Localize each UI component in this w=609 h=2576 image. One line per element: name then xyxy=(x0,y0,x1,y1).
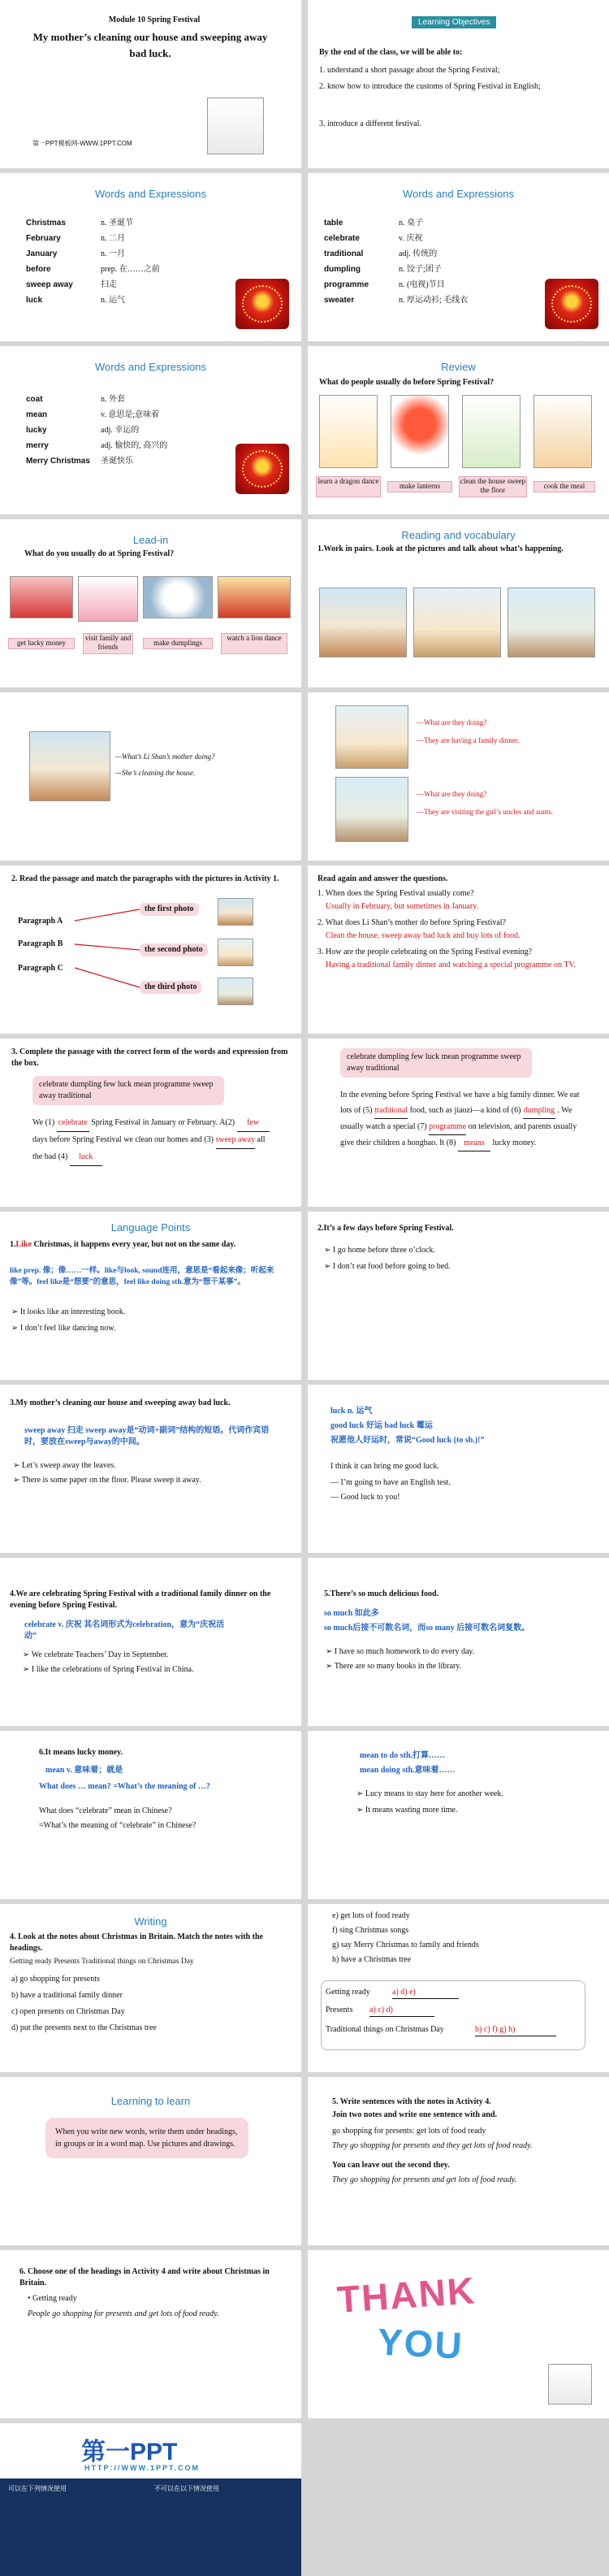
objective-3: 3. introduce a different festival. xyxy=(319,119,421,128)
meaning: 圣诞快乐 xyxy=(101,457,133,466)
text: food, such as jiaozi—a kind of (6) xyxy=(409,1106,521,1115)
festival-image xyxy=(235,279,289,329)
lion-dance-image xyxy=(218,576,291,618)
question-2: 2. What does Li Shan’s mother do before Spring Festival? xyxy=(317,918,506,927)
section-title: Lead-in xyxy=(132,534,169,546)
answer-3: Having a traditional family dinner and watching a special programme on TV. xyxy=(326,961,576,969)
text: Lucy means to stay here for another week. xyxy=(365,1789,503,1798)
text: In the evening before Spring Festival we have a big family dinner. We eat lots of (5) xyxy=(340,1091,580,1115)
task-3: 3. Complete the passage with the correct form of the words and expression from the box. xyxy=(11,1047,288,1068)
text: We celebrate Teachers’ Day in September. xyxy=(31,1650,169,1659)
example-2: ➢ It means wasting more time. xyxy=(356,1806,458,1815)
meaning: prep. 在……之前 xyxy=(101,265,160,274)
blank-8: means xyxy=(458,1135,490,1151)
word-table xyxy=(23,215,163,308)
text: Spring Festival in January or February. A(2) xyxy=(91,1118,235,1127)
example-2: ➢ I like the celebrations of Spring Festival in China. xyxy=(23,1665,194,1674)
section-title: Words and Expressions xyxy=(94,361,207,373)
dinner-picture xyxy=(335,705,408,769)
word: table xyxy=(324,219,343,228)
task-4: 4. Look at the notes about Christmas in Britain. Match the notes with the headings. xyxy=(10,1932,263,1953)
lucky-money-image xyxy=(10,576,73,618)
task-5b: Join two notes and write one sentence with and. xyxy=(332,2110,498,2119)
example-1: ➢ We celebrate Teachers’ Day in September. xyxy=(23,1650,169,1659)
point-heading: 4.We are celebrating Spring Festival with a traditional family dinner on the evening before Spring Festival. xyxy=(10,1589,271,1610)
questions-title: Read again and answer the questions. xyxy=(317,874,448,883)
blank-3: sweep away xyxy=(216,1132,256,1149)
slide-complete-2 xyxy=(308,1039,609,1207)
tip-box: When you write new words, write them under headings, in groups or in a word map. Use pictures and drawings. xyxy=(45,2118,248,2158)
answer-2: Clean the house, sweep away bad luck and buy lots of food. xyxy=(326,931,520,940)
text: all the bad (4) xyxy=(32,1135,266,1161)
word: sweater xyxy=(324,296,355,305)
meaning: adj. 愉快的, 高兴的 xyxy=(101,441,168,450)
slide-language-4 xyxy=(308,1385,609,1553)
example-notes: go shopping for presents: get lots of food ready xyxy=(332,2127,486,2136)
thumb-3 xyxy=(218,978,253,1005)
text: lucky money. xyxy=(492,1138,537,1147)
text: I like the celebrations of Spring Festival in China. xyxy=(31,1665,194,1674)
blank-1: celebrate xyxy=(57,1115,89,1132)
section-title: Words and Expressions xyxy=(402,188,515,200)
task-1: 1.Work in pairs. Look at the pictures and talk about what’s happening. xyxy=(317,544,564,553)
slide-language-8 xyxy=(308,1731,609,1899)
task-2: 2. Read the passage and match the paragraphs with the pictures in Activity 1. xyxy=(11,874,279,883)
objectives-intro: By the end of the class, we will be able to: xyxy=(319,48,463,57)
passage-part-2 xyxy=(340,1087,592,1151)
section-title: Learning to learn xyxy=(110,2095,191,2107)
example-1: ➢ I have so much homework to do every day. xyxy=(326,1647,475,1656)
meaning: n. 桌子 xyxy=(399,219,423,228)
slide-sentences xyxy=(308,2077,609,2245)
word: dumpling xyxy=(324,265,361,274)
dragon-dance-image xyxy=(319,395,378,468)
slide-words-1 xyxy=(0,173,301,341)
cooking-image xyxy=(533,395,592,468)
cleaning-picture xyxy=(29,731,110,801)
example-3: — Good luck to you! xyxy=(330,1493,400,1502)
word: February xyxy=(26,234,61,243)
photo-label-1: the first photo xyxy=(140,903,199,916)
meaning: n. 外套 xyxy=(101,395,125,404)
passage-part-1 xyxy=(32,1115,276,1166)
blank-5: traditional xyxy=(374,1103,408,1119)
answer-key: Getting ready xyxy=(326,1988,370,1997)
text: We (1) xyxy=(32,1118,55,1127)
keyword: Like xyxy=(15,1240,32,1249)
headings: Getting ready Presents Traditional things on Christmas Day xyxy=(10,1958,194,1966)
note-f: f) sing Christmas songs xyxy=(332,1926,409,1935)
paragraph-c: Paragraph C xyxy=(18,964,63,973)
slide-words-2 xyxy=(308,173,609,341)
example-1: ➢ Lucy means to stay here for another week. xyxy=(356,1789,503,1798)
note-2: mean doing sth.意味着…… xyxy=(360,1766,456,1775)
caption: make lanterns xyxy=(387,481,452,492)
note-e: e) get lots of food ready xyxy=(332,1911,410,1920)
text: 1. xyxy=(10,1240,16,1249)
answer-value: b) c) f) g) h) xyxy=(475,2024,556,2036)
meaning: n. 饺子;团子 xyxy=(399,265,442,274)
example-1: ➢ Let’s sweep away the leaves. xyxy=(13,1461,116,1470)
answer-value: a) d) e) xyxy=(392,1987,459,1999)
point-note: like prep. 像；像……一样。like与look, sound连用，意思是“看起来像；听起来像”等。feel like是“想要”的意思，feel like doing sth.意为“想干某事”。 xyxy=(10,1267,274,1286)
caption: get lucky money xyxy=(8,638,75,649)
slide-picture-2 xyxy=(308,692,609,861)
answer-key: Traditional things on Christmas Day xyxy=(326,2025,444,2034)
text: There are so many books in the library. xyxy=(334,1662,462,1671)
module-label: Module 10 Spring Festival xyxy=(108,15,201,24)
brand-url: HTTP://WWW.1PPT.COM xyxy=(84,2464,200,2472)
text: I go home before three o’clock. xyxy=(332,1246,435,1255)
review-question: What do people usually do before Spring Festival? xyxy=(319,378,495,387)
note-1: luck n. 运气 xyxy=(330,1407,373,1416)
word: before xyxy=(26,265,51,274)
meaning: n. (电视)节目 xyxy=(399,280,445,289)
dinner-picture xyxy=(413,588,501,657)
objectives-badge: Learning Objectives xyxy=(412,16,496,28)
example-2: ➢ I don’t eat food before going to bed. xyxy=(324,1262,451,1271)
slide-language-1 xyxy=(0,1212,301,1380)
lantern-image xyxy=(391,395,449,468)
thank-text: THANK xyxy=(335,2269,477,2321)
text: days before Spring Festival we clean our homes and (3) xyxy=(32,1135,214,1144)
blank-6: dumpling xyxy=(523,1103,555,1119)
lesson-title: My mother’s cleaning our house and sweeping away bad luck. xyxy=(32,31,268,59)
thumb-1 xyxy=(218,898,253,926)
word: January xyxy=(26,249,58,258)
question-1: 1. When does the Spring Festival usually come? xyxy=(317,889,474,898)
word: programme xyxy=(324,280,369,289)
dumplings-image xyxy=(143,576,213,618)
meaning: v. 意思是;意味着 xyxy=(101,410,160,419)
example-2: =What’s the meaning of “celebrate” in Chinese? xyxy=(39,1821,197,1830)
slide-language-7 xyxy=(0,1731,301,1899)
note-g: g) say Merry Christmas to family and friends xyxy=(332,1941,479,1949)
objective-1: 1. understand a short passage about the Spring Festival; xyxy=(319,66,500,75)
text: I don’t eat food before going to bed. xyxy=(332,1262,451,1271)
slide-task-6 xyxy=(0,2250,301,2418)
task-6: 6. Choose one of the headings in Activity 4 and write about Christmas in Britain. xyxy=(19,2267,270,2288)
you-text: YOU xyxy=(376,2320,464,2367)
slide-learning xyxy=(0,2077,301,2245)
slide-lead-in xyxy=(0,519,301,687)
note-d: d) put the presents next to the Christmas tree xyxy=(11,2023,157,2032)
word-table xyxy=(23,392,171,469)
text: It looks like an interesting book. xyxy=(19,1308,126,1316)
word: luck xyxy=(26,296,43,305)
example-2: ➢ There is some paper on the floor. Please sweep it away. xyxy=(13,1476,201,1485)
text: . We usually watch a special (7) xyxy=(340,1106,572,1131)
example-2: ➢ There are so many books in the library. xyxy=(326,1662,462,1671)
section-title: Reading and vocabulary xyxy=(401,529,516,541)
section-title: Language Points xyxy=(110,1221,191,1234)
answer-2: —They are visiting the girl’s uncles and aunts. xyxy=(417,808,553,816)
objective-2: 2. know how to introduce the customs of Spring Festival in English; xyxy=(319,82,541,91)
empty-slot xyxy=(308,2423,609,2576)
note-c: c) open presents on Christmas Day xyxy=(11,2007,125,2016)
question-3: 3. How are the people celebrating on the Spring Festival evening? xyxy=(317,948,533,956)
question-1: —What are they doing? xyxy=(417,718,487,726)
slide-questions xyxy=(308,865,609,1034)
slide-language-6 xyxy=(308,1558,609,1726)
blank-4: luck xyxy=(70,1149,102,1166)
meaning: n. 圣诞节 xyxy=(101,219,133,228)
meaning: n. 运气 xyxy=(101,296,125,305)
word-box: celebrate dumpling few luck mean programme sweep away traditional xyxy=(340,1048,532,1078)
slide-objectives xyxy=(308,0,609,168)
example-1: ➢ I go home before three o’clock. xyxy=(324,1246,435,1255)
thumb-2 xyxy=(218,939,253,966)
question-2: —What are they doing? xyxy=(417,790,487,798)
brand-logo: 第一PPT xyxy=(81,2439,178,2465)
text: Getting ready xyxy=(32,2294,77,2303)
word: Christmas xyxy=(26,219,66,228)
footer-text: 第一PPT模板网-WWW.1PPT.COM xyxy=(32,140,132,147)
slide-title xyxy=(0,0,301,168)
section-title: Review xyxy=(441,361,476,373)
note-2: so much后接不可数名词，而so many 后接可数名词复数。 xyxy=(324,1624,530,1633)
point-heading: 6.It means lucky money. xyxy=(39,1748,123,1757)
slide-language-2 xyxy=(308,1212,609,1380)
meaning: v. 庆祝 xyxy=(399,234,423,243)
section-title: Words and Expressions xyxy=(94,188,207,200)
note-1: so much 如此多 xyxy=(324,1609,379,1618)
text: on television, and parents usually give their children a hongbao. It (8) xyxy=(340,1122,577,1147)
cleaning-image xyxy=(462,395,520,468)
visit-picture xyxy=(508,588,595,657)
note-b: b) have a traditional family dinner xyxy=(11,1991,123,2000)
task-5: 5. Write sentences with the notes in Activity 4. xyxy=(332,2097,491,2106)
caption: learn a dragon dance xyxy=(316,476,381,497)
meaning: adj. 幸运的 xyxy=(101,426,140,435)
example-2: — I’m going to have an English test. xyxy=(330,1478,451,1487)
slide-words-3 xyxy=(0,346,301,514)
text: I have so much homework to do every day. xyxy=(334,1647,475,1656)
caption: make dumplings xyxy=(143,638,213,649)
books-icon xyxy=(207,98,264,154)
word: Merry Christmas xyxy=(26,457,90,466)
word: merry xyxy=(26,441,49,450)
answer-key: Presents xyxy=(326,2006,353,2014)
word: sweep away xyxy=(26,280,73,289)
blank-7: programme xyxy=(429,1119,466,1135)
word: coat xyxy=(26,395,43,404)
slide-match xyxy=(0,865,301,1034)
slide-picture-1 xyxy=(0,692,301,861)
example-sentence: They go shopping for presents and they get lots of food ready. xyxy=(332,2141,533,2150)
caption: clean the house sweep the floor xyxy=(459,476,527,497)
note-2: What does … mean? =What’s the meaning of …? xyxy=(39,1782,210,1791)
meaning: adj. 传统的 xyxy=(399,249,438,258)
point-note: sweep away 扫走 sweep away是“动词+副词”结构的短语。代词作宾语时，要放在sweep与away的中间。 xyxy=(24,1426,270,1446)
usage-forbidden: 不可以在以下情况使用 xyxy=(154,2485,219,2492)
word: celebrate xyxy=(324,234,360,243)
point-heading: 2.It’s a few days before Spring Festival. xyxy=(317,1224,454,1233)
answer-1: Usually in February, but sometimes in January. xyxy=(326,902,479,911)
word: lucky xyxy=(26,426,47,435)
slide-brand xyxy=(0,2423,301,2576)
paragraph-b: Paragraph B xyxy=(18,939,63,948)
festival-image xyxy=(545,279,598,329)
meaning: n. 二月 xyxy=(101,234,125,243)
house-picture xyxy=(319,588,407,657)
heading-item: • Getting ready xyxy=(28,2294,77,2303)
point-heading: 3.My mother’s cleaning our house and sweeping away bad luck. xyxy=(10,1399,231,1407)
answer-sentence: People go shopping for presents and get lots of food ready. xyxy=(28,2309,219,2318)
caption: watch a lion dance xyxy=(221,633,287,654)
slide-writing-2 xyxy=(308,1904,609,2072)
caption: visit family and friends xyxy=(83,633,133,654)
text: I don’t feel like dancing now. xyxy=(19,1324,116,1333)
text: There is some paper on the floor. Please sweep it away. xyxy=(21,1476,201,1485)
example-1: I think it can bring me good luck. xyxy=(330,1462,439,1471)
festival-image xyxy=(235,444,289,494)
answer-1: —They are having a family dinner. xyxy=(417,736,520,744)
word-box: celebrate dumpling few luck mean programme sweep away traditional xyxy=(32,1076,224,1105)
note-3: 祝愿他人好运时，常说“Good luck (to sb.)!” xyxy=(330,1436,485,1445)
visit-picture xyxy=(335,777,408,842)
answer-text: —She’s cleaning the house. xyxy=(115,769,196,777)
meaning: n. 一月 xyxy=(101,249,125,258)
meaning: n. 厚运动衫; 毛线衣 xyxy=(399,296,469,305)
paragraph-a: Paragraph A xyxy=(18,917,63,926)
text: Christmas, it happens every year, but not on the same day. xyxy=(33,1240,236,1249)
note-h: h) have a Christmas tree xyxy=(332,1955,412,1964)
note-2: good luck 好运 bad luck 霉运 xyxy=(330,1421,433,1430)
slide-language-5 xyxy=(0,1558,301,1726)
point-heading: 5.There’s so much delicious food. xyxy=(324,1589,439,1598)
meaning: 扫走 xyxy=(101,280,117,289)
word: mean xyxy=(26,410,48,419)
slide-review xyxy=(308,346,609,514)
point-note: celebrate v. 庆祝 其名词形式为celebration，意为“庆祝活动” xyxy=(24,1620,225,1641)
example-1: ➢ It looks like an interesting book. xyxy=(11,1308,126,1316)
slide-complete-1 xyxy=(0,1039,301,1207)
word-table xyxy=(321,215,471,308)
text: Let’s sweep away the leaves. xyxy=(21,1461,116,1470)
word: traditional xyxy=(324,249,364,258)
question-text: —What’s Li Shan’s mother doing? xyxy=(115,752,215,761)
example-sentence-2: They go shopping for presents and get lots of food ready. xyxy=(332,2175,517,2184)
note-1: mean v. 意味着；就是 xyxy=(45,1766,123,1775)
tip: You can leave out the second they. xyxy=(332,2161,450,2170)
slide-reading xyxy=(308,519,609,687)
family-image xyxy=(78,576,138,622)
slide-thanks xyxy=(308,2250,609,2418)
point-heading xyxy=(10,1239,290,1251)
slide-writing xyxy=(0,1904,301,2072)
example-2: ➢ I don’t feel like dancing now. xyxy=(11,1324,116,1333)
lead-question: What do you usually do at Spring Festival? xyxy=(24,549,175,558)
photo-label-3: the third photo xyxy=(140,981,201,994)
usage-allowed: 可以在下列情况使用 xyxy=(8,2485,67,2492)
blank-2: few xyxy=(237,1115,270,1132)
books-icon xyxy=(548,2364,592,2405)
example-1: What does “celebrate” mean in Chinese? xyxy=(39,1806,172,1815)
text: It means wasting more time. xyxy=(365,1806,458,1815)
photo-label-2: the second photo xyxy=(140,943,208,956)
section-title: Writing xyxy=(134,1915,167,1928)
note-a: a) go shopping for presents xyxy=(11,1975,100,1984)
note-1: mean to do sth.打算…… xyxy=(360,1751,446,1760)
answer-value: a) c) d) xyxy=(369,2005,434,2017)
slide-language-3 xyxy=(0,1385,301,1553)
caption: cook the meal xyxy=(533,481,595,492)
